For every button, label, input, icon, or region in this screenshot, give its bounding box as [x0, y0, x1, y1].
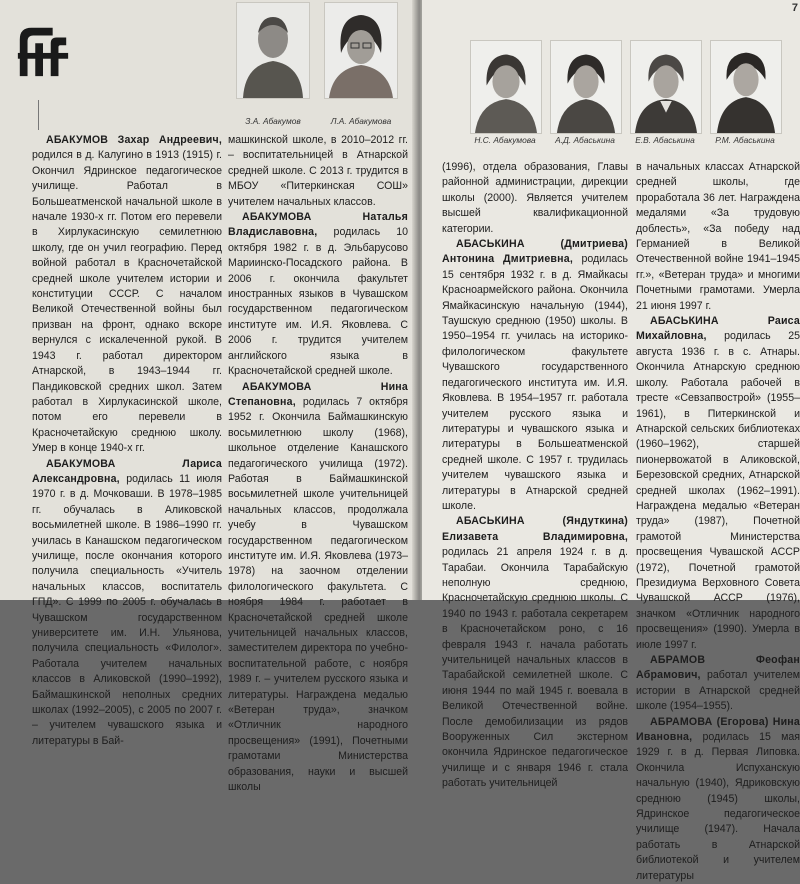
entry-text: родился в д. Калугино в 1913 (1915) г. Окончил Ядринское педагогическое училище. Работал в Большеатменской начальной школе в начале 1930-х гг. Потом его перевели в Хирлукасинскую семилетнюю школу, где он учил географию. Перед войной работал в Красночетайской средней школе учителем истории и конституции СССР. С началом Великой Отечественной войны был призван на фронт, однако вскоре вернулся с искалеченной рукой. В 1943 г. работал директором Атнарской, в 1943–1944 гг. Пандиковской средних школ. Затем работал в Хирлукасинской школе, потом его перевели в Красночетайскую среднюю школу. Умер в конце 1940-х гг. [32, 149, 222, 455]
biography-entry [32, 457, 222, 750]
text-column-1 [32, 133, 222, 749]
right-page [422, 0, 800, 882]
photo-caption: З.А. Абакумов [245, 116, 301, 126]
biography-entry [636, 314, 800, 653]
entry-text: работал учителем истории в Атнарской средней школе (1954–1955). [636, 669, 800, 713]
entry-text: (1996), отдела образования, Главы районной администрации, дирекции школы (2000). Является учителем высшей квалификационной категории. [442, 161, 628, 235]
text-column-2 [228, 133, 408, 795]
text-column-1 [442, 160, 628, 792]
entry-text: родилась 7 октября 1952 г. Окончила Баймашкинскую восьмилетнюю школу (1968), школьное отделение Канашского педагогического училища (1972). Работая в Баймашкинской восьмилетней школе учительницей начальных классов, продолжала учебу в Чувашском государственном педагогическом институте им. И.Я. Яковлева (1973–1978) на заочном отделении филологического факультета. С ноября 1984 г. работает в Красночетайской средней школе учительницей начальных классов, заместителем директора по учебно-воспитательной работе, с ноября 1989 г. – учителем русского языка и литературы. Награждена медалью «Ветеран труда», значком «Отличник народного просвещения» (1991), Почетными грамотами Министерства образования, науки и высшей школы [228, 395, 408, 794]
page-number: 7 [791, 2, 798, 14]
entry-name: АБАКУМОВ Захар Андреевич, [46, 134, 222, 146]
photo-caption: Е.В. Абаськина [635, 135, 695, 145]
biography-entry [228, 210, 408, 379]
biography-entry [442, 237, 628, 514]
letter-a-logo-icon [14, 22, 72, 80]
portrait-woman-icon [551, 41, 621, 133]
entry-text: родилась 25 августа 1936 г. в с. Атнары. Окончила Атнарскую среднюю школу. Работала рабочей в тресте «Севзапвострой» (1955–1961), в Питеркинской и Атнарской сельских библиотеках (1960–1962), старшей пионервожатой в Аликовской, Березовской средних, Атнарской средней школах (1962–1991). Награждена медалью «Ветеран труда» (1987), Почетной грамотой Министерства просвещения Чувашской АССР (1972), Почетной грамотой Президиума Верховного Совета Чувашской АССР (1976), значком «Отличник народного просвещения» (1990). Умерла в июле 1997 г. [636, 330, 800, 651]
entry-text: родилась 15 сентября 1932 г. в д. Ямайкасы Красноармейского района. Окончила Ямайкасинскую начальную (1944), Таушскую среднюю (1950) школы. В 1950–1954 гг. училась на историко-филологическом факультете Чувашского государственного педагогического института им. И.Я. Яковлева. В 1954–1957 гг. работала учителем русского языка и литературы и чувашского языка и литературы в Большеатменской средней школе. С 1957 г. трудилась учителем чувашского языка и литературы в Атнарской средней школе. [442, 253, 628, 512]
entry-text: родилась 15 мая 1929 г. в д. Первая Липовка. Окончила Испуханскую начальную (1940), Ядриковскую среднюю (1945) школы, Ядринское педагогическое училище (1947). Начала работать в Атнарской библиотекой и учителем литературы [636, 731, 800, 882]
photo-caption: Н.С. Абакумова [474, 135, 536, 145]
entry-text: родилась 11 июля 1970 г. в д. Мочковаши. В 1978–1985 гг. обучалась в Аликовской восьмилетней школе. В 1986–1990 гг. училась в Канашском педагогическом училище, после окончания которого получила специальность «Учитель начальных классов, воспитатель ГПД». С 1999 по 2005 г. обучалась в Чувашском государственном университете им. И.Н. Ульянова, получила специальность «Филолог». Работала учителем начальных классов в Аликовской (1990–1992), Баймашкинской неполных средних школах (1992–2005), с 2005 по 2007 г. – учителем чувашского языка и литературы в Бай- [32, 472, 222, 747]
margin-rule [38, 100, 39, 130]
entry-text: в начальных классах Атнарской средней школы, где проработала 36 лет. Награждена медалями «За трудовую доблесть», «За победу над Германией в Великой Отечественной войне 1941–1945 гг.», «Ветеран труда» и многими Почетными грамотами. Умерла 21 июня 1997 г. [636, 161, 800, 312]
entry-name: АБАКУМОВА Лариса Александровна, [32, 457, 222, 485]
entry-name: АБАСЬКИНА Раиса Михайловна, [636, 315, 800, 343]
biography-entry [228, 380, 408, 796]
portrait-photo [236, 2, 310, 99]
portrait-photo [710, 40, 782, 134]
portrait-woman-icon [631, 41, 701, 133]
photo-caption: Л.А. Абакумова [330, 116, 392, 126]
portrait-woman-icon [471, 41, 541, 133]
entry-name: АБРАМОВ Феофан Абрамович, [636, 654, 800, 682]
biography-entry [442, 160, 628, 237]
photo-caption: Р.М. Абаськина [715, 135, 775, 145]
entry-name: АБАКУМОВА Наталья Владиславовна, [228, 211, 408, 239]
portrait-woman-icon [711, 41, 781, 133]
biography-entry [228, 133, 408, 210]
biography-entry [636, 160, 800, 314]
portrait-woman-icon [325, 3, 397, 98]
portrait-photo [470, 40, 542, 134]
portrait-photo [630, 40, 702, 134]
entry-text: родилась 21 апреля 1924 г. в д. Тарабаи. Окончила Тарабайскую неполную среднюю, Красночетайскую среднюю школы. С 1940 по 1943 г. работала секретарем в Красночетайском роно, с 16 февраля 1943 г. начала работать учительницей начальных классов в Тарабайской семилетней школе. С июня 1944 по май 1945 г. воевала в Великой Отечественной войне. После демобилизации из рядов Вооруженных Сил экстерном окончила Ядринское педагогическое училище и с января 1946 г. стала работать учительницей [442, 546, 628, 790]
portrait-photo [550, 40, 622, 134]
biography-entry [442, 514, 628, 791]
entry-name: АБРАМОВА (Егорова) Нина Ивановна, [636, 715, 800, 744]
entry-text: родилась 10 октября 1982 г. в д. Эльбарусово Мариинско-Посадского района. В 2006 г. окончила факультет иностранных языков в Чувашском государственном педагогическом институте им. И.Я. Яковлева. С 2006 г. трудится учителем английского языка в Красночетайской средней школе. [228, 226, 408, 378]
portrait-man-icon [237, 3, 309, 98]
photo-caption: А.Д. Абаськина [555, 135, 615, 145]
left-page [0, 0, 418, 794]
biography-entry [32, 133, 222, 457]
biography-entry [636, 653, 800, 715]
portrait-photo [324, 2, 398, 99]
entry-name: АБАСЬКИНА (Яндуткина) Елизавета Владимировна, [442, 515, 628, 543]
entry-name: АБАКУМОВА Нина Степановна, [228, 380, 408, 408]
biography-entry [636, 715, 800, 884]
entry-text: машкинской школе, в 2010–2012 гг. – воспитательницей в Атнарской средней школе. С 2013 г. трудится в МБОУ «Питеркинская СОШ» учителем начальных классов. [228, 134, 408, 208]
text-column-2 [636, 160, 800, 884]
entry-name: АБАСЬКИНА (Дмитриева) Антонина Дмитриевна, [442, 238, 628, 266]
